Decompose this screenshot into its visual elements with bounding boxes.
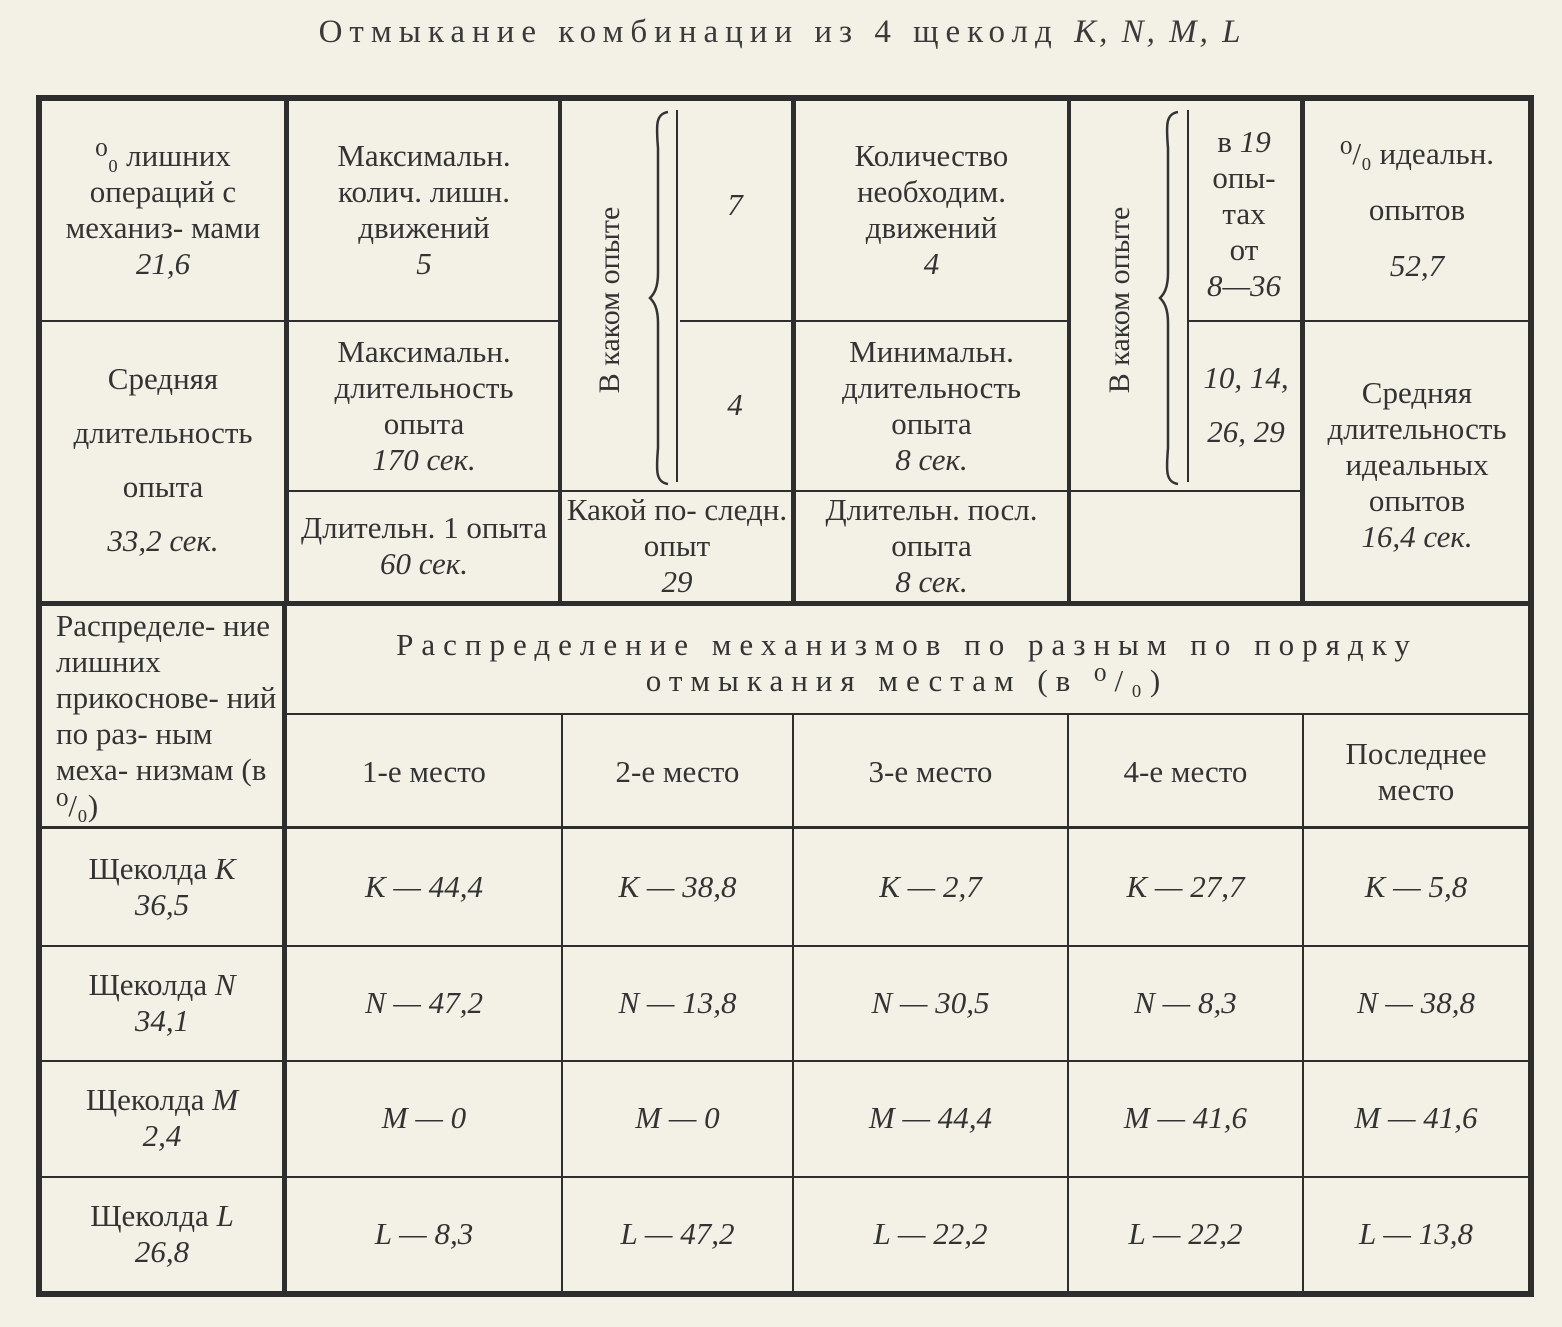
cell-m-3: M — 44,4	[868, 1100, 993, 1135]
row-label-l-name-line	[90, 1198, 234, 1234]
title-text: Отмыкание комбинации из 4 щеколд	[318, 14, 1059, 50]
divider-v2	[558, 101, 562, 601]
required-moves-value: 4	[923, 246, 940, 281]
extra-ops-cell	[44, 110, 282, 310]
last-trial-cell	[565, 494, 789, 598]
ideal-avg-label: Средняя длительность идеальных опытов	[1327, 375, 1507, 518]
title-letters: K, N, M, L	[1074, 14, 1244, 50]
which-trial-2-bottom-value: 10, 14, 26, 29	[1203, 360, 1289, 449]
cell-m-4: M — 41,6	[1123, 1100, 1248, 1135]
required-moves-label: Количество необходим. движений	[854, 138, 1009, 245]
row-label-m-name: Щеколда	[85, 1082, 205, 1117]
row-label-l-letter: L	[216, 1198, 234, 1233]
col-divider-2	[792, 715, 794, 1291]
row-label-m-name-line	[86, 1082, 238, 1118]
frame-bottom	[38, 1291, 1534, 1297]
distribution-row-header: Распределе- ние лишних прикоснове- ний по раз- ным меха- низмам (в ⁰/₀)	[56, 608, 277, 823]
min-duration-value: 8 сек.	[895, 442, 968, 477]
avg-duration-label: Средняя длительность опыта	[73, 361, 253, 504]
rule-h-a	[42, 320, 284, 322]
rule-h-g	[289, 490, 1300, 492]
row-label-k-letter: K	[214, 851, 236, 886]
last-duration-label: Длительн. посл. опыта	[825, 492, 1038, 563]
which-trial-1-brace	[648, 108, 678, 488]
cell-k-3: K — 2,7	[879, 869, 982, 904]
column-header-3: 3-е место	[868, 754, 993, 789]
max-extra-moves-label: Максимальн. колич. лишн. движений	[337, 138, 511, 245]
row-label-m-pct: 2,4	[142, 1118, 182, 1153]
row-label-n	[44, 948, 280, 1058]
cell-n-3: N — 30,5	[871, 985, 990, 1020]
row-label-k	[44, 832, 280, 942]
cell-l-5: L — 13,8	[1359, 1216, 1473, 1251]
divider-v4	[1067, 101, 1071, 601]
ideal-pct-cell	[1308, 120, 1526, 300]
row-label-l	[44, 1179, 280, 1289]
cell-k-2: K — 38,8	[618, 869, 737, 904]
which-trial-2-top-label: в	[1217, 124, 1232, 159]
max-extra-moves-value: 5	[416, 246, 432, 281]
cell-n-2: N — 13,8	[618, 985, 737, 1020]
min-duration-cell	[798, 328, 1065, 484]
rule-h-f	[1305, 320, 1528, 322]
col-divider-3	[1067, 715, 1069, 1291]
group-header-rule	[287, 713, 1528, 715]
row-label-l-pct: 26,8	[134, 1234, 190, 1269]
table-title	[0, 14, 1562, 64]
rule-h-b	[289, 320, 558, 322]
row-label-n-name-line	[88, 967, 235, 1003]
avg-duration-cell	[44, 330, 282, 590]
which-trial-2-top-range: 8—36	[1206, 268, 1282, 303]
last-trial-value: 29	[661, 564, 693, 599]
which-trial-1-bottom-value: 4	[727, 387, 743, 422]
which-trial-1-top-value: 7	[727, 187, 743, 222]
frame-right	[1528, 95, 1534, 1297]
max-duration-label: Максимальн. длительность опыта	[334, 334, 514, 441]
row-label-n-letter: N	[214, 967, 236, 1002]
cell-n-1: N — 47,2	[365, 985, 483, 1020]
min-duration-label: Минимальн. длительность опыта	[841, 334, 1022, 441]
divider-v3	[791, 101, 796, 601]
row-label-m	[44, 1063, 280, 1173]
column-header-rule	[42, 826, 1528, 829]
col-divider-4	[1302, 715, 1304, 1291]
column-header-2: 2-е место	[615, 754, 740, 789]
cell-l-4: L — 22,2	[1128, 1216, 1243, 1251]
first-duration-label: Длительн. 1 опыта	[300, 510, 548, 545]
cell-n-5: N — 38,8	[1357, 985, 1475, 1020]
last-duration-cell	[798, 494, 1065, 598]
frame-top	[38, 95, 1534, 101]
ideal-avg-cell	[1306, 360, 1528, 570]
cell-m-2: M — 0	[635, 1100, 720, 1135]
divider-v1	[284, 101, 289, 601]
cell-m-1: M — 0	[381, 1100, 467, 1135]
ideal-pct-label: ⁰/₀ идеальн. опытов	[1339, 136, 1495, 227]
extra-ops-label: ⁰₀ лишних операций с механиз- мами	[65, 138, 261, 245]
required-moves-cell	[798, 130, 1065, 290]
column-header-5: Последнее место	[1345, 736, 1487, 807]
rule-h-c	[680, 320, 791, 322]
cell-m-5: M — 41,6	[1354, 1100, 1478, 1135]
cell-k-1: K — 44,4	[365, 869, 483, 904]
row-rule-2	[42, 1060, 1528, 1062]
row-rule-3	[42, 1176, 1528, 1178]
row-label-k-pct: 36,5	[134, 887, 190, 922]
max-duration-cell	[292, 328, 556, 484]
column-header-4: 4-е место	[1123, 754, 1248, 789]
row-label-k-name-line	[88, 851, 235, 887]
first-duration-cell	[292, 494, 556, 598]
first-duration-value: 60 сек.	[379, 546, 469, 581]
rule-h-d	[796, 320, 1067, 322]
row-label-m-letter: M	[212, 1082, 239, 1117]
row-rule-1	[42, 945, 1528, 947]
which-trial-1-rule	[676, 110, 678, 482]
ideal-avg-value: 16,4 сек.	[1361, 519, 1473, 554]
cell-n-4: N — 8,3	[1134, 985, 1237, 1020]
column-header-1: 1-е место	[362, 754, 486, 789]
which-trial-2-top-cell	[1190, 114, 1298, 314]
rule-h-e	[1189, 320, 1300, 322]
row-label-n-name: Щеколда	[88, 967, 208, 1002]
cell-l-1: L — 8,3	[374, 1216, 474, 1251]
bottom-divider-main	[282, 606, 287, 1291]
row-label-l-name: Щеколда	[90, 1198, 209, 1233]
last-duration-value: 8 сек.	[895, 564, 968, 599]
extra-ops-value: 21,6	[135, 246, 191, 281]
last-trial-label: Какой по- следн. опыт	[566, 492, 788, 563]
distribution-group-header: Распределение механизмов по разным по порядку отмыкания местам (в ⁰/₀)	[396, 627, 1418, 698]
which-trial-2-brace	[1158, 108, 1188, 488]
frame-left	[36, 95, 42, 1297]
ideal-pct-value: 52,7	[1389, 248, 1445, 283]
cell-l-3: L — 22,2	[873, 1216, 988, 1251]
which-trial-2-top-line	[1217, 124, 1270, 160]
which-trial-2-label: В каком опыте	[1103, 206, 1136, 394]
cell-l-2: L — 47,2	[620, 1216, 735, 1251]
which-trial-2-top-text: опы- тах от	[1212, 160, 1276, 267]
which-trial-2-top-value: 19	[1239, 124, 1271, 159]
col-divider-1	[561, 715, 563, 1291]
block-separator	[42, 601, 1528, 606]
which-trial-1-label: В каком опыте	[593, 206, 626, 394]
cell-k-5: K — 5,8	[1364, 869, 1468, 904]
row-label-k-name: Щеколда	[88, 851, 208, 886]
avg-duration-value: 33,2 сек.	[107, 523, 219, 558]
max-duration-value: 170 сек.	[372, 442, 476, 477]
cell-k-4: K — 27,7	[1126, 869, 1245, 904]
row-label-n-pct: 34,1	[134, 1003, 190, 1038]
max-extra-moves-cell	[292, 130, 556, 290]
